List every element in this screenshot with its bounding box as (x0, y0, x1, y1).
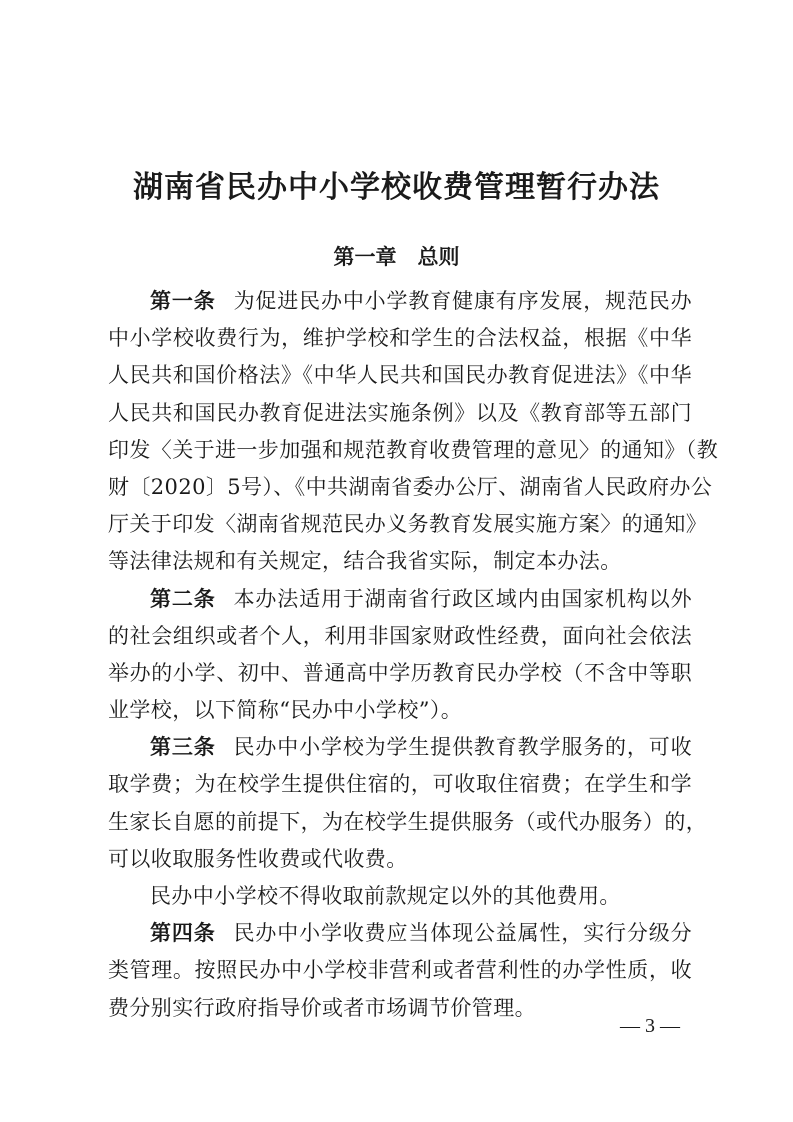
paragraph-line: 举办的小学、初中、普通高中学历教育民办学校（不含中等职 (108, 660, 692, 685)
article-label: 第二条 (150, 586, 216, 611)
paragraph-line: 的社会组织或者个人，利用非国家财政性经费，面向社会依法 (108, 623, 692, 648)
paragraph-line: 取学费；为在校学生提供住宿的，可收取住宿费；在学生和学 (108, 772, 692, 797)
paragraph-line (108, 283, 692, 320)
paragraph-line: 可以收取服务性收费或代收费。 (108, 846, 408, 871)
paragraph-line: 类管理。按照民办中小学校非营利或者营利性的办学性质，收 (108, 958, 692, 983)
article-3 (108, 729, 708, 915)
article-label: 第三条 (150, 735, 216, 760)
line-text: 本办法适用于湖南省行政区域内由国家机构以外 (233, 586, 692, 611)
paragraph-line (108, 729, 692, 766)
paragraph-line: 厅关于印发〈湖南省规范民办义务教育发展实施方案〉的通知》 (108, 512, 708, 537)
page-number: — 3 — (620, 1015, 680, 1037)
chapter-heading: 第一章 总则 (333, 244, 460, 269)
article-2 (108, 581, 692, 730)
line-text: 民办中小学收费应当体现公益属性，实行分级分 (233, 921, 692, 946)
line-text: 民办中小学校为学生提供教育教学服务的，可收 (233, 735, 692, 760)
paragraph-line: 人民共和国民办教育促进法实施条例》以及《教育部等五部门 (108, 400, 692, 425)
paragraph-line (108, 915, 692, 952)
paragraph-line: 生家长自愿的前提下，为在校学生提供服务（或代办服务）的， (108, 809, 708, 834)
document-body (108, 283, 719, 1027)
paragraph-line: 等法律法规和有关规定，结合我省实际，制定本办法。 (108, 549, 622, 574)
article-4 (108, 915, 692, 1027)
article-label: 第四条 (150, 921, 216, 946)
paragraph-line: 中小学校收费行为，维护学校和学生的合法权益，根据《中华 (108, 326, 692, 351)
paragraph-line: 人民共和国价格法》《中华人民共和国民办教育促进法》《中华 (108, 363, 692, 388)
paragraph-line: 费分别实行政府指导价或者市场调节价管理。 (108, 995, 536, 1020)
document-title: 湖南省民办中小学校收费管理暂行办法 (133, 170, 660, 205)
paragraph-line: 业学校，以下简称“民办中小学校”）。 (108, 698, 463, 723)
line-text: 为促进民办中小学教育健康有序发展，规范民办 (233, 289, 692, 313)
paragraph-line: 印发〈关于进一步加强和规范教育收费管理的意见〉的通知》（教 (108, 437, 719, 462)
article-label: 第一条 (150, 289, 216, 313)
article-1 (108, 283, 719, 581)
paragraph-line (108, 581, 692, 618)
paragraph-line: 财〔2020〕5号）、《中共湖南省委办公厅、湖南省人民政府办公 (108, 474, 713, 499)
paragraph-line: 民办中小学校不得收取前款规定以外的其他费用。 (150, 884, 621, 908)
